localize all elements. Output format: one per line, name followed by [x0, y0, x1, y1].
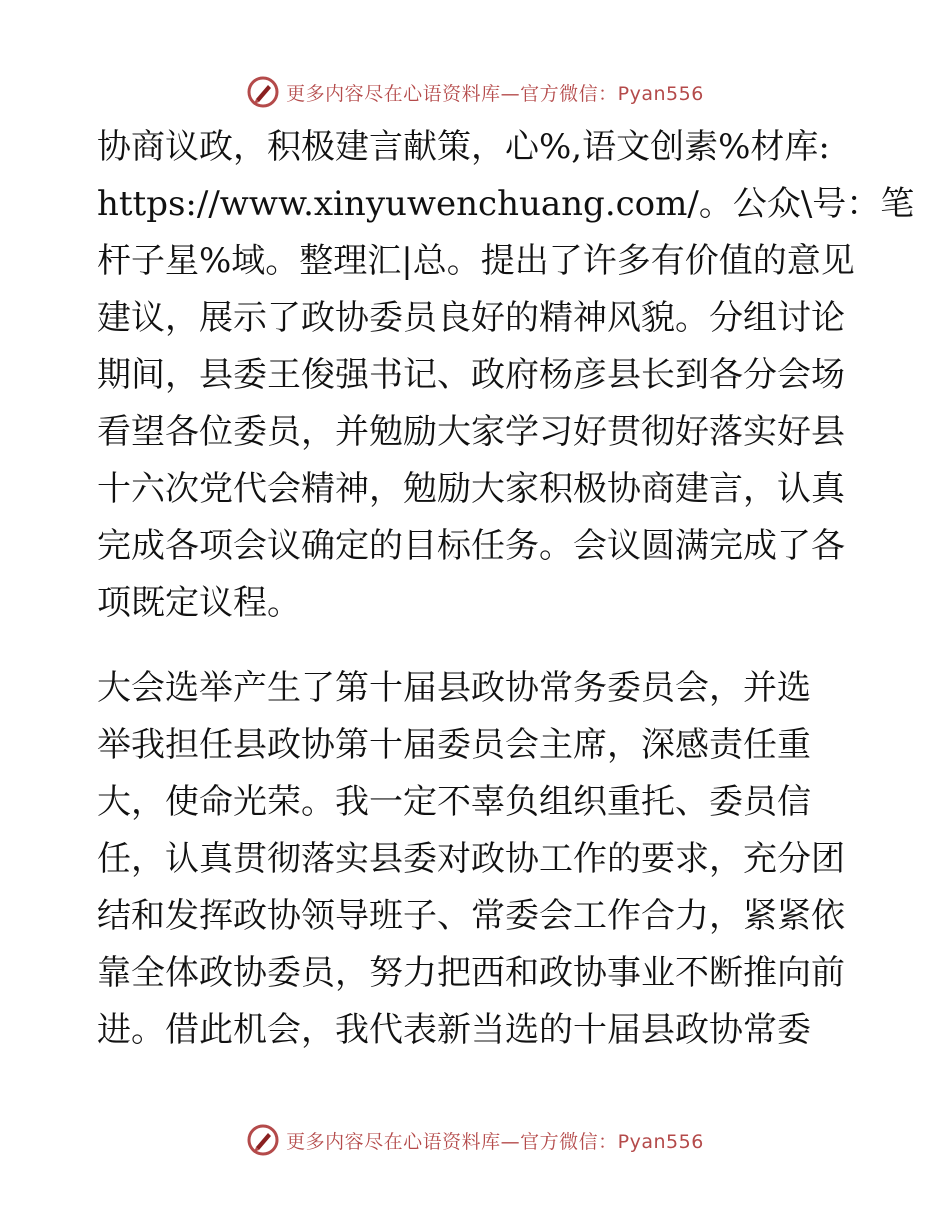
- text-line: 大，使命光荣。我一定不辜负组织重托、委员信: [97, 782, 811, 822]
- text-line: 靠全体政协委员，努力把西和政协事业不断推向前: [97, 953, 845, 993]
- paragraph-2: [97, 660, 857, 1059]
- text-line: 完成各项会议确定的目标任务。会议圆满完成了各: [97, 526, 845, 566]
- paragraph-1: [97, 119, 915, 632]
- text-line: 任，认真贯彻落实县委对政协工作的要求，充分团: [97, 839, 845, 879]
- text-line: 看望各位委员，并勉励大家学习好贯彻好落实好县: [97, 412, 845, 452]
- text-line: 建议，展示了政协委员良好的精神风貌。分组讨论: [97, 298, 845, 338]
- header-watermark-banner: [0, 72, 950, 112]
- footer-watermark-banner: [0, 1120, 950, 1160]
- pen-logo-icon: [246, 75, 280, 109]
- footer-watermark-text: 更多内容尽在心语资料库—官方微信：Pyan556: [286, 1130, 704, 1153]
- text-line: 举我担任县政协第十届委员会主席，深感责任重: [97, 725, 811, 765]
- text-line: 项既定议程。: [97, 583, 301, 623]
- text-line: 进。借此机会，我代表新当选的十届县政协常委: [97, 1010, 811, 1050]
- text-line: 期间，县委王俊强书记、政府杨彦县长到各分会场: [97, 355, 845, 395]
- text-line: 十六次党代会精神，勉励大家积极协商建言，认真: [97, 469, 845, 509]
- text-line: https://www.xinyuwenchuang.com/。公众\号：笔: [97, 184, 915, 224]
- pen-logo-icon: [246, 1123, 280, 1157]
- text-line: 大会选举产生了第十届县政协常务委员会，并选: [97, 668, 811, 708]
- text-line: 协商议政，积极建言献策，心%,语文创素%材库:: [97, 127, 830, 167]
- text-line: 结和发挥政协领导班子、常委会工作合力，紧紧依: [97, 896, 845, 936]
- text-line: 杆子星%域。整理汇|总。提出了许多有价值的意见: [97, 241, 855, 281]
- header-watermark-text: 更多内容尽在心语资料库—官方微信：Pyan556: [286, 82, 704, 105]
